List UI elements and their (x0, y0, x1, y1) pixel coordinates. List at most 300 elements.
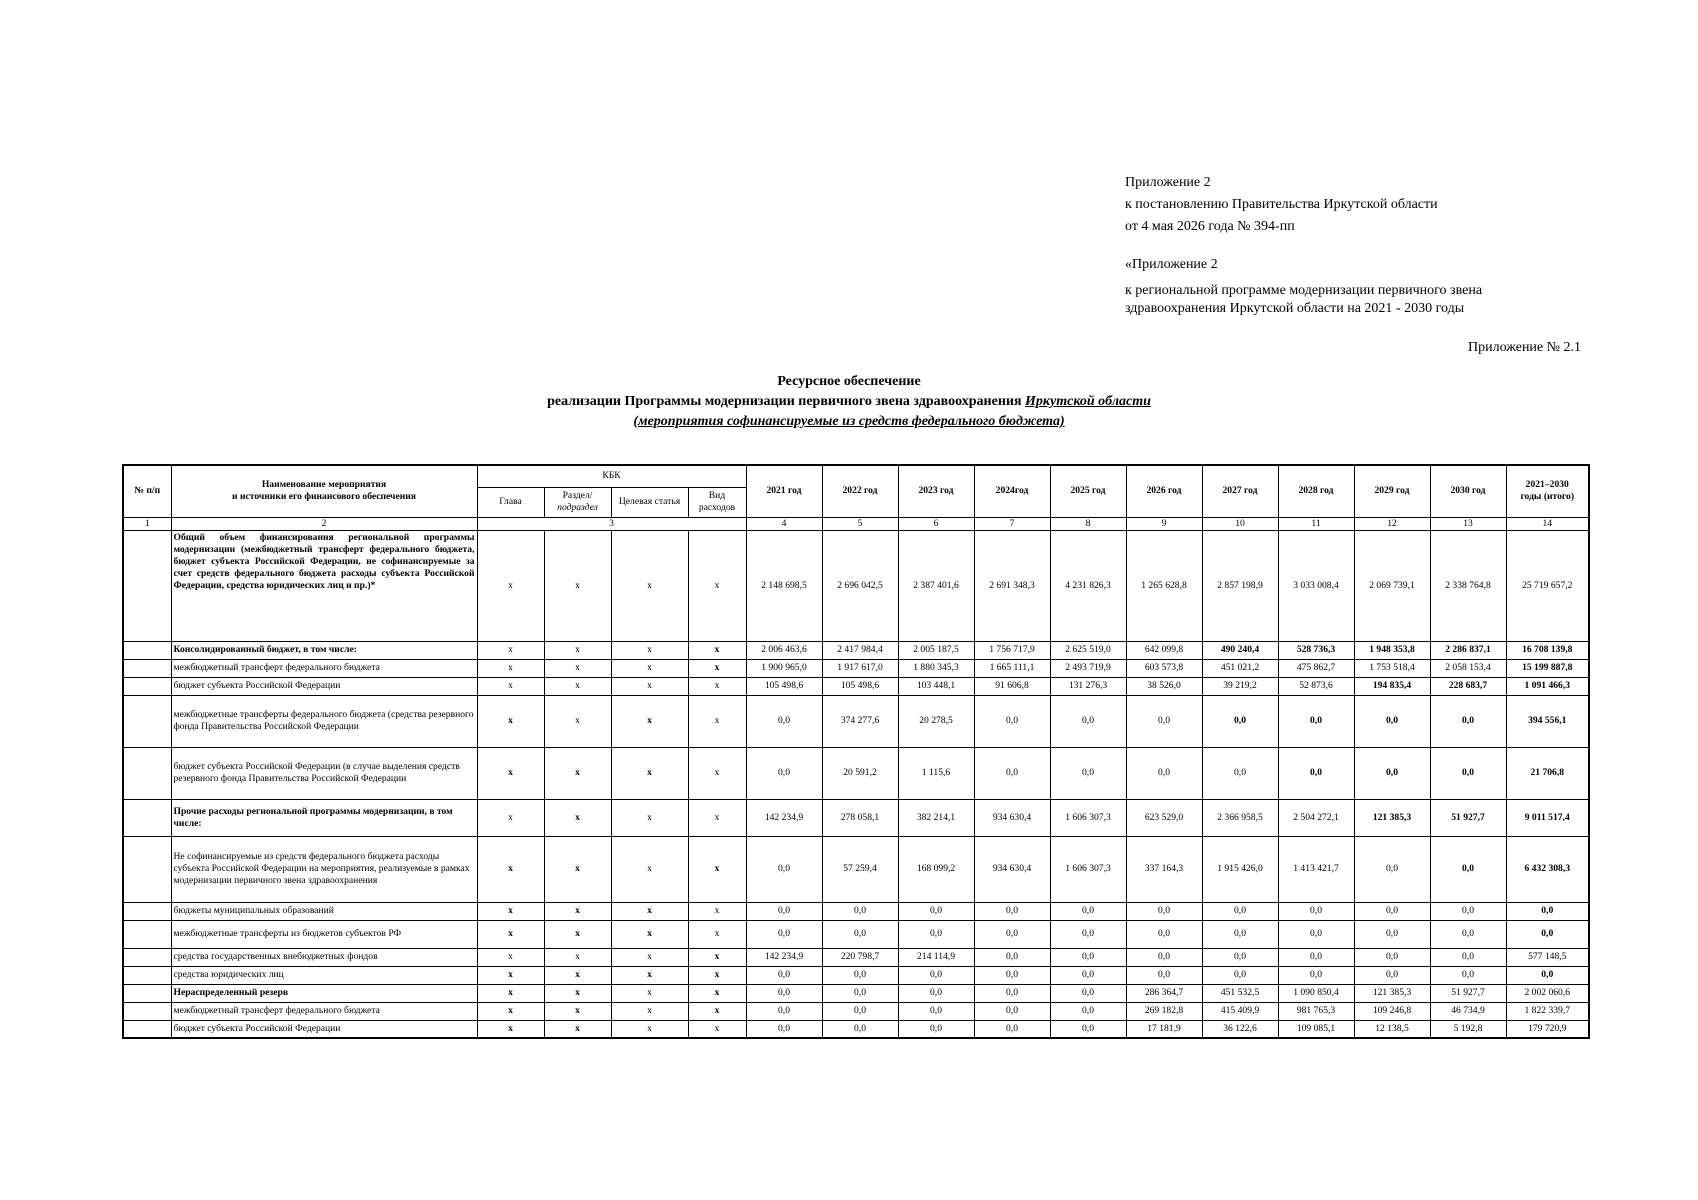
col-header-year: 2024год (974, 465, 1050, 517)
value-cell: 2 005 187,5 (898, 641, 974, 659)
value-cell: 105 498,6 (746, 677, 822, 695)
value-cell: 623 529,0 (1126, 799, 1202, 836)
value-cell: 2 857 198,9 (1202, 530, 1278, 641)
col-header-year: 2028 год (1278, 465, 1354, 517)
total-cell: 0,0 (1506, 966, 1589, 984)
value-cell: 0,0 (974, 966, 1050, 984)
kbk-cell: х (544, 902, 611, 920)
kbk-cell: х (544, 799, 611, 836)
value-cell: 0,0 (1202, 695, 1278, 747)
value-cell: 0,0 (898, 984, 974, 1002)
row-name-cell: Не софинансируемые из средств федерального бюджета расходы субъекта Российской Федерации на мероприятия, реализуемые в рамках модернизации первичного звена здравоохранения (171, 836, 477, 902)
value-cell: 131 276,3 (1050, 677, 1126, 695)
value-cell: 17 181,9 (1126, 1020, 1202, 1038)
value-cell: 603 573,8 (1126, 659, 1202, 677)
value-cell: 490 240,4 (1202, 641, 1278, 659)
kbk-cell: х (477, 920, 544, 948)
document-title (0, 372, 1698, 432)
value-cell: 2 504 272,1 (1278, 799, 1354, 836)
title-line-3: (мероприятия софинансируемые из средств федерального бюджета) (633, 414, 1065, 429)
value-cell: 0,0 (1202, 747, 1278, 799)
kbk-cell: х (477, 641, 544, 659)
value-cell: 103 448,1 (898, 677, 974, 695)
value-cell: 528 736,3 (1278, 641, 1354, 659)
value-cell: 0,0 (746, 984, 822, 1002)
value-cell: 0,0 (1050, 1020, 1126, 1038)
value-cell: 0,0 (1050, 902, 1126, 920)
value-cell: 2 286 837,1 (1430, 641, 1506, 659)
kbk-cell: х (544, 984, 611, 1002)
kbk-cell: х (611, 695, 688, 747)
value-cell: 51 927,7 (1430, 984, 1506, 1002)
kbk-cell: х (688, 836, 746, 902)
kbk-cell: х (611, 747, 688, 799)
row-name-cell: бюджет субъекта Российской Федерации (в случае выделения средств резервного фонда Правительства Российской Федерации (171, 747, 477, 799)
value-cell: 0,0 (822, 1002, 898, 1020)
row-num-cell (123, 677, 171, 695)
value-cell: 105 498,6 (822, 677, 898, 695)
value-cell: 0,0 (974, 984, 1050, 1002)
row-num-cell (123, 836, 171, 902)
value-cell: 142 234,9 (746, 948, 822, 966)
kbk-cell: х (688, 984, 746, 1002)
value-cell: 286 364,7 (1126, 984, 1202, 1002)
value-cell: 0,0 (822, 920, 898, 948)
value-cell: 0,0 (974, 1020, 1050, 1038)
value-cell: 0,0 (1126, 902, 1202, 920)
header-line-4: «Приложение 2 (1125, 257, 1218, 272)
value-cell: 278 058,1 (822, 799, 898, 836)
kbk-cell: х (611, 984, 688, 1002)
value-cell: 0,0 (1278, 695, 1354, 747)
value-cell: 2 069 739,1 (1354, 530, 1430, 641)
col-header-year: 2027 год (1202, 465, 1278, 517)
kbk-cell: х (477, 747, 544, 799)
value-cell: 0,0 (1430, 966, 1506, 984)
value-cell: 121 385,3 (1354, 984, 1430, 1002)
value-cell: 2 696 042,5 (822, 530, 898, 641)
value-cell: 0,0 (1354, 695, 1430, 747)
value-cell: 1 900 965,0 (746, 659, 822, 677)
value-cell: 981 765,3 (1278, 1002, 1354, 1020)
value-cell: 5 192,8 (1430, 1020, 1506, 1038)
value-cell: 214 114,9 (898, 948, 974, 966)
row-num-cell (123, 948, 171, 966)
value-cell: 451 021,2 (1202, 659, 1278, 677)
kbk-cell: х (611, 1020, 688, 1038)
value-cell: 3 033 008,4 (1278, 530, 1354, 641)
value-cell: 0,0 (822, 1020, 898, 1038)
value-cell: 0,0 (746, 836, 822, 902)
table-row (123, 799, 1589, 836)
col-header-razdel: Раздел/ подраздел (544, 487, 611, 517)
col-header-name: Наименование мероприятия и источники его финансового обеспечения (171, 465, 477, 517)
value-cell: 0,0 (974, 902, 1050, 920)
kbk-cell: х (477, 799, 544, 836)
kbk-cell: х (477, 1020, 544, 1038)
row-name-cell: межбюджетные трансферты из бюджетов субъектов РФ (171, 920, 477, 948)
row-num-cell (123, 530, 171, 641)
value-cell: 0,0 (1202, 948, 1278, 966)
kbk-cell: х (688, 1002, 746, 1020)
col-header-num: № п/п (123, 465, 171, 517)
title-line-1: Ресурсное обеспечение (777, 374, 921, 389)
kbk-cell: х (544, 1020, 611, 1038)
row-num-cell (123, 920, 171, 948)
value-cell: 0,0 (1126, 948, 1202, 966)
value-cell: 0,0 (1278, 966, 1354, 984)
kbk-cell: х (544, 966, 611, 984)
col-header-year: 2026 год (1126, 465, 1202, 517)
value-cell: 1 265 628,8 (1126, 530, 1202, 641)
value-cell: 0,0 (1202, 966, 1278, 984)
value-cell: 0,0 (746, 966, 822, 984)
value-cell: 269 182,8 (1126, 1002, 1202, 1020)
kbk-cell: х (477, 948, 544, 966)
total-cell: 16 708 139,8 (1506, 641, 1589, 659)
value-cell: 12 138,5 (1354, 1020, 1430, 1038)
kbk-cell: х (688, 902, 746, 920)
total-cell: 15 199 887,8 (1506, 659, 1589, 677)
row-name-cell: средства государственных внебюджетных фондов (171, 948, 477, 966)
value-cell: 0,0 (1050, 948, 1126, 966)
kbk-cell: х (544, 920, 611, 948)
value-cell: 1 915 426,0 (1202, 836, 1278, 902)
total-cell: 9 011 517,4 (1506, 799, 1589, 836)
col-header-year: 2023 год (898, 465, 974, 517)
table-row (123, 966, 1589, 984)
value-cell: 1 606 307,3 (1050, 799, 1126, 836)
value-cell: 0,0 (1050, 920, 1126, 948)
value-cell: 475 862,7 (1278, 659, 1354, 677)
kbk-cell: х (688, 966, 746, 984)
funding-table (122, 464, 1590, 1039)
value-cell: 2 387 401,6 (898, 530, 974, 641)
kbk-cell: х (688, 641, 746, 659)
value-cell: 934 630,4 (974, 836, 1050, 902)
total-cell: 0,0 (1506, 920, 1589, 948)
kbk-cell: х (688, 948, 746, 966)
row-name-cell: межбюджетные трансферты федерального бюджета (средства резервного фонда Правительства Российской Федерации (171, 695, 477, 747)
table-row (123, 984, 1589, 1002)
header-line-6: здравоохранения Иркутской области на 2021 - 2030 годы (1125, 301, 1465, 316)
value-cell: 0,0 (1050, 695, 1126, 747)
table-row (123, 677, 1589, 695)
value-cell: 38 526,0 (1126, 677, 1202, 695)
total-cell: 179 720,9 (1506, 1020, 1589, 1038)
row-num-cell (123, 747, 171, 799)
table-row (123, 1002, 1589, 1020)
value-cell: 0,0 (1354, 920, 1430, 948)
value-cell: 2 148 698,5 (746, 530, 822, 641)
row-name-cell: бюджеты муниципальных образований (171, 902, 477, 920)
value-cell: 2 691 348,3 (974, 530, 1050, 641)
kbk-cell: х (544, 1002, 611, 1020)
total-cell: 394 556,1 (1506, 695, 1589, 747)
value-cell: 2 625 519,0 (1050, 641, 1126, 659)
kbk-cell: х (477, 902, 544, 920)
kbk-cell: х (477, 530, 544, 641)
value-cell: 0,0 (1354, 948, 1430, 966)
row-num-cell (123, 984, 171, 1002)
row-num-cell (123, 1002, 171, 1020)
value-cell: 0,0 (1278, 747, 1354, 799)
appendix-number: Приложение № 2.1 (1468, 340, 1581, 355)
value-cell: 46 734,9 (1430, 1002, 1506, 1020)
value-cell: 1 665 111,1 (974, 659, 1050, 677)
total-cell: 6 432 308,3 (1506, 836, 1589, 902)
value-cell: 109 085,1 (1278, 1020, 1354, 1038)
value-cell: 39 219,2 (1202, 677, 1278, 695)
value-cell: 2 417 984,4 (822, 641, 898, 659)
value-cell: 1 948 353,8 (1354, 641, 1430, 659)
table-row (123, 836, 1589, 902)
kbk-cell: х (611, 836, 688, 902)
value-cell: 0,0 (1050, 984, 1126, 1002)
row-name-cell: средства юридических лиц (171, 966, 477, 984)
value-cell: 20 278,5 (898, 695, 974, 747)
row-name-cell: межбюджетный трансферт федерального бюджета (171, 659, 477, 677)
value-cell: 0,0 (746, 695, 822, 747)
kbk-cell: х (477, 836, 544, 902)
value-cell: 2 006 463,6 (746, 641, 822, 659)
kbk-cell: х (611, 641, 688, 659)
kbk-cell: х (688, 920, 746, 948)
value-cell: 0,0 (1354, 902, 1430, 920)
total-cell: 2 002 060,6 (1506, 984, 1589, 1002)
kbk-cell: х (544, 677, 611, 695)
value-cell: 1 917 617,0 (822, 659, 898, 677)
total-cell: 0,0 (1506, 902, 1589, 920)
value-cell: 0,0 (746, 902, 822, 920)
value-cell: 109 246,8 (1354, 1002, 1430, 1020)
kbk-cell: х (688, 530, 746, 641)
value-cell: 0,0 (1430, 695, 1506, 747)
row-name-cell: межбюджетный трансферт федерального бюджета (171, 1002, 477, 1020)
value-cell: 0,0 (1126, 695, 1202, 747)
kbk-cell: х (544, 641, 611, 659)
col-header-kbk: КБК (477, 465, 746, 487)
col-header-vid: Вид расходов (688, 487, 746, 517)
kbk-cell: х (611, 920, 688, 948)
row-name-cell: бюджет субъекта Российской Федерации (171, 677, 477, 695)
kbk-cell: х (611, 677, 688, 695)
header-line-1: Приложение 2 (1125, 175, 1211, 190)
value-cell: 220 798,7 (822, 948, 898, 966)
value-cell: 0,0 (1278, 948, 1354, 966)
kbk-cell: х (611, 1002, 688, 1020)
kbk-cell: х (477, 659, 544, 677)
value-cell: 2 493 719,9 (1050, 659, 1126, 677)
kbk-cell: х (544, 530, 611, 641)
value-cell: 0,0 (1430, 948, 1506, 966)
value-cell: 382 214,1 (898, 799, 974, 836)
value-cell: 0,0 (1050, 966, 1126, 984)
kbk-cell: х (477, 695, 544, 747)
value-cell: 415 409,9 (1202, 1002, 1278, 1020)
col-header-year: 2029 год (1354, 465, 1430, 517)
value-cell: 1 090 850,4 (1278, 984, 1354, 1002)
value-cell: 0,0 (1278, 920, 1354, 948)
value-cell: 194 835,4 (1354, 677, 1430, 695)
row-name-cell: бюджет субъекта Российской Федерации (171, 1020, 477, 1038)
col-header-year: 2022 год (822, 465, 898, 517)
value-cell: 0,0 (1430, 836, 1506, 902)
value-cell: 1 753 518,4 (1354, 659, 1430, 677)
value-cell: 0,0 (1354, 836, 1430, 902)
kbk-cell: х (477, 984, 544, 1002)
value-cell: 642 099,8 (1126, 641, 1202, 659)
kbk-cell: х (477, 1002, 544, 1020)
index-row: 1 2 3 4 5 6 7 8 9 10 11 12 13 14 (123, 517, 1589, 530)
table-row (123, 530, 1589, 641)
value-cell: 20 591,2 (822, 747, 898, 799)
value-cell: 0,0 (898, 1020, 974, 1038)
kbk-cell: х (611, 799, 688, 836)
value-cell: 1 115,6 (898, 747, 974, 799)
kbk-cell: х (477, 677, 544, 695)
value-cell: 0,0 (974, 747, 1050, 799)
value-cell: 1 756 717,9 (974, 641, 1050, 659)
value-cell: 0,0 (746, 920, 822, 948)
col-header-year: 2030 год (1430, 465, 1506, 517)
row-num-cell (123, 966, 171, 984)
kbk-cell: х (688, 677, 746, 695)
value-cell: 934 630,4 (974, 799, 1050, 836)
col-header-celevaya: Целевая статья (611, 487, 688, 517)
value-cell: 228 683,7 (1430, 677, 1506, 695)
total-cell: 1 822 339,7 (1506, 1002, 1589, 1020)
value-cell: 0,0 (974, 920, 1050, 948)
value-cell: 0,0 (1126, 920, 1202, 948)
value-cell: 0,0 (1050, 747, 1126, 799)
value-cell: 57 259,4 (822, 836, 898, 902)
row-num-cell (123, 695, 171, 747)
value-cell: 1 606 307,3 (1050, 836, 1126, 902)
value-cell: 0,0 (1202, 902, 1278, 920)
value-cell: 0,0 (1430, 747, 1506, 799)
col-header-total: 2021–2030 годы (итого) (1506, 465, 1589, 517)
kbk-cell: х (544, 695, 611, 747)
value-cell: 1 880 345,3 (898, 659, 974, 677)
table-row (123, 659, 1589, 677)
kbk-cell: х (544, 836, 611, 902)
value-cell: 0,0 (822, 984, 898, 1002)
header-line-2: к постановлению Правительства Иркутской области (1125, 197, 1438, 212)
value-cell: 0,0 (746, 747, 822, 799)
value-cell: 4 231 826,3 (1050, 530, 1126, 641)
value-cell: 0,0 (822, 902, 898, 920)
row-name-cell: Консолидированный бюджет, в том числе: (171, 641, 477, 659)
value-cell: 0,0 (1126, 966, 1202, 984)
value-cell: 0,0 (1430, 920, 1506, 948)
value-cell: 2 058 153,4 (1430, 659, 1506, 677)
header-line-3: от 4 мая 2026 года № 394-пп (1125, 219, 1295, 234)
kbk-cell: х (544, 659, 611, 677)
value-cell: 0,0 (898, 902, 974, 920)
kbk-cell: х (544, 747, 611, 799)
value-cell: 0,0 (1202, 920, 1278, 948)
value-cell: 0,0 (1126, 747, 1202, 799)
value-cell: 0,0 (746, 1002, 822, 1020)
kbk-cell: х (688, 695, 746, 747)
col-header-year: 2021 год (746, 465, 822, 517)
value-cell: 374 277,6 (822, 695, 898, 747)
title-line-2: реализации Программы модернизации первичного звена здравоохранения Иркутской области (547, 394, 1151, 409)
row-name-cell: Общий объем финансирования региональной программы модернизации (межбюджетный трансферт федерального бюджета, бюджет субъекта Российской Федерации, не софинансируемые за счет средств федерального бюджета расходы субъекта Российской Федерации, средства юридических лиц и пр.)* (171, 530, 477, 641)
row-name-cell: Нераспределенный резерв (171, 984, 477, 1002)
value-cell: 2 366 958,5 (1202, 799, 1278, 836)
row-num-cell (123, 641, 171, 659)
document-header (1125, 172, 1482, 318)
table-row (123, 920, 1589, 948)
value-cell: 0,0 (1354, 966, 1430, 984)
col-header-glava: Глава (477, 487, 544, 517)
value-cell: 168 099,2 (898, 836, 974, 902)
total-cell: 1 091 466,3 (1506, 677, 1589, 695)
value-cell: 0,0 (974, 1002, 1050, 1020)
table-row (123, 1020, 1589, 1038)
value-cell: 0,0 (898, 966, 974, 984)
kbk-cell: х (688, 659, 746, 677)
table-row (123, 747, 1589, 799)
total-cell: 25 719 657,2 (1506, 530, 1589, 641)
value-cell: 0,0 (974, 948, 1050, 966)
value-cell: 142 234,9 (746, 799, 822, 836)
value-cell: 0,0 (1050, 1002, 1126, 1020)
value-cell: 91 606,8 (974, 677, 1050, 695)
value-cell: 337 164,3 (1126, 836, 1202, 902)
value-cell: 2 338 764,8 (1430, 530, 1506, 641)
kbk-cell: х (611, 902, 688, 920)
kbk-cell: х (611, 948, 688, 966)
value-cell: 0,0 (1430, 902, 1506, 920)
value-cell: 0,0 (746, 1020, 822, 1038)
kbk-cell: х (611, 659, 688, 677)
row-num-cell (123, 799, 171, 836)
kbk-cell: х (688, 1020, 746, 1038)
value-cell: 52 873,6 (1278, 677, 1354, 695)
kbk-cell: х (611, 966, 688, 984)
value-cell: 0,0 (898, 1002, 974, 1020)
table-row (123, 948, 1589, 966)
total-cell: 21 706,8 (1506, 747, 1589, 799)
value-cell: 51 927,7 (1430, 799, 1506, 836)
table-row (123, 641, 1589, 659)
value-cell: 0,0 (898, 920, 974, 948)
table-row (123, 695, 1589, 747)
value-cell: 0,0 (1354, 747, 1430, 799)
value-cell: 0,0 (974, 695, 1050, 747)
value-cell: 121 385,3 (1354, 799, 1430, 836)
total-cell: 577 148,5 (1506, 948, 1589, 966)
col-header-year: 2025 год (1050, 465, 1126, 517)
kbk-cell: х (688, 799, 746, 836)
row-name-cell: Прочие расходы региональной программы модернизации, в том числе: (171, 799, 477, 836)
header-line-5: к региональной программе модернизации первичного звена (1125, 283, 1483, 298)
row-num-cell (123, 902, 171, 920)
row-num-cell (123, 659, 171, 677)
kbk-cell: х (477, 966, 544, 984)
value-cell: 0,0 (822, 966, 898, 984)
row-num-cell (123, 1020, 171, 1038)
table-row (123, 902, 1589, 920)
value-cell: 36 122,6 (1202, 1020, 1278, 1038)
value-cell: 1 413 421,7 (1278, 836, 1354, 902)
kbk-cell: х (688, 747, 746, 799)
value-cell: 451 532,5 (1202, 984, 1278, 1002)
kbk-cell: х (544, 948, 611, 966)
